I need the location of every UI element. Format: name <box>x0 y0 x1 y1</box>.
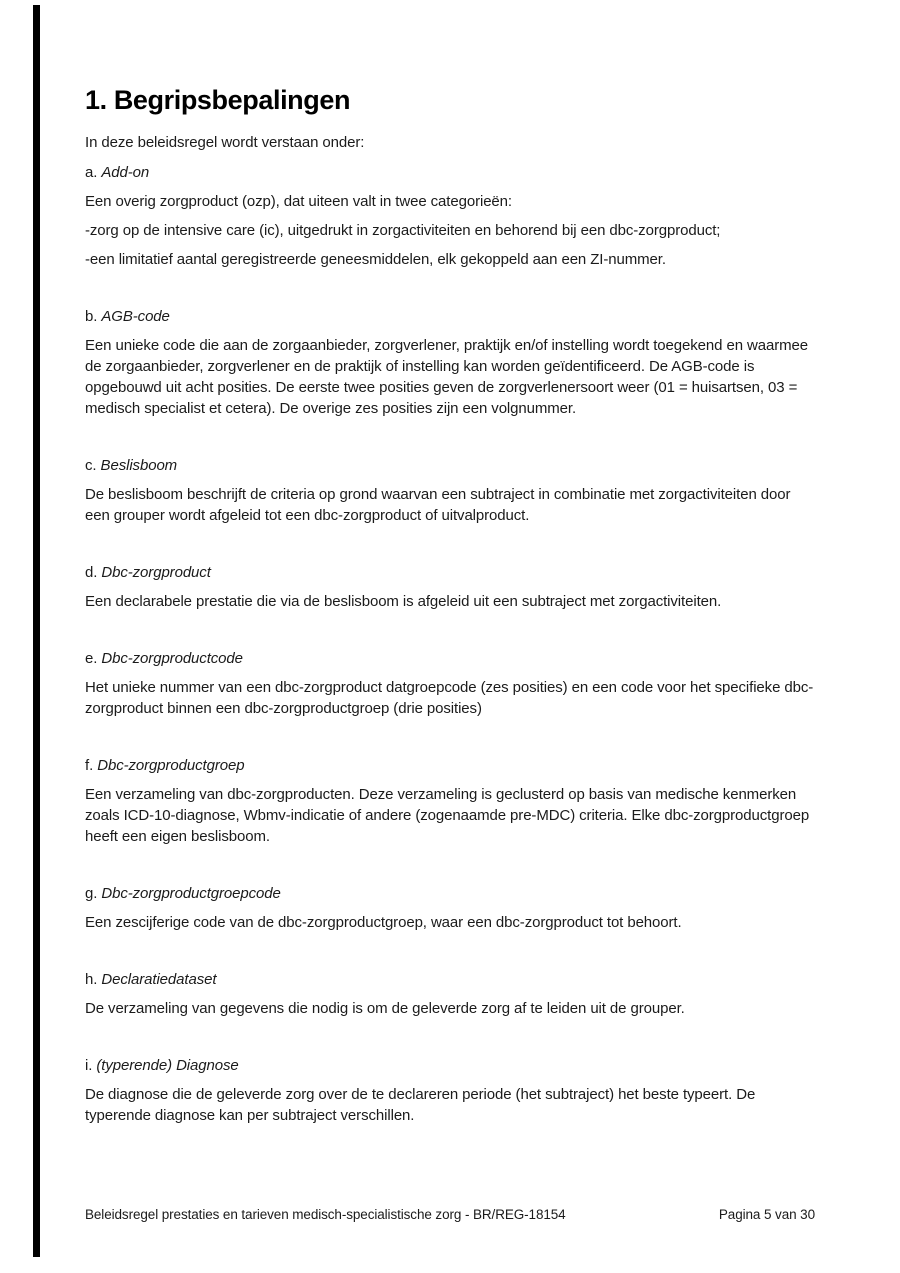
definition-paragraph: Een unieke code die aan de zorgaanbieder, zorgverlener, praktijk en/of instelling wordt toegekend en waarmee de zorgaanbieder, zorgverlener en de praktijk of instelling kan worden geïdentificeerd. De AGB-code is opgebouwd uit acht posities. De eerste twee posities geven de zorgverlenersoort weer (01 = huisartsen, 03 = medisch specialist et cetera). De overige zes posities zijn een volgnummer. <box>85 337 809 417</box>
definition-letter: f. <box>85 757 94 774</box>
definition-paragraph: Een zescijferige code van de dbc-zorgproductgroep, waar een dbc-zorgproduct tot behoort. <box>85 914 682 931</box>
definition-paragraph: De beslisboom beschrijft de criteria op grond waarvan een subtraject in combinatie met zorgactiviteiten door een grouper wordt afgeleid tot een dbc-zorgproduct of uitvalproduct. <box>85 486 791 524</box>
definition-term-text: Dbc-zorgproductcode <box>101 650 243 667</box>
definition-section-c <box>85 455 817 526</box>
definition-letter: h. <box>85 971 98 988</box>
definition-paragraph: -een limitatief aantal geregistreerde geneesmiddelen, elk gekoppeld aan een ZI-nummer. <box>85 251 666 268</box>
definition-term-text: (typerende) Diagnose <box>96 1057 239 1074</box>
scan-edge-artifact <box>33 5 40 1257</box>
definition-letter: d. <box>85 564 98 581</box>
footer-document-title: Beleidsregel prestaties en tarieven medisch-specialistische zorg - BR/REG-18154 <box>85 1207 566 1222</box>
definition-term-text: Dbc-zorgproduct <box>101 564 211 581</box>
definition-paragraph: -zorg op de intensive care (ic), uitgedrukt in zorgactiviteiten en behorend bij een dbc-zorgproduct; <box>85 222 721 239</box>
definition-paragraph: De diagnose die de geleverde zorg over de te declareren periode (het subtraject) het beste typeert. De typerende diagnose kan per subtraject verschillen. <box>85 1086 756 1124</box>
page-footer <box>85 1206 815 1224</box>
definition-term <box>85 162 817 183</box>
definition-term <box>85 883 817 904</box>
definition-term <box>85 755 817 776</box>
definition-term <box>85 648 817 669</box>
definition-term <box>85 455 817 476</box>
definition-paragraph: Een overig zorgproduct (ozp), dat uiteen valt in twee categorieën: <box>85 193 512 210</box>
definition-term-text: AGB-code <box>101 308 170 325</box>
definition-letter: b. <box>85 308 98 325</box>
definition-term-text: Dbc-zorgproductgroepcode <box>101 885 281 902</box>
definition-term <box>85 562 817 583</box>
definition-section-g <box>85 883 817 933</box>
footer-page-number: Pagina 5 van 30 <box>718 1207 815 1222</box>
definition-section-e <box>85 648 817 719</box>
definition-letter: a. <box>85 164 98 181</box>
definition-term-text: Dbc-zorgproductgroep <box>97 757 245 774</box>
definition-letter: g. <box>85 885 98 902</box>
definition-term-text: Add-on <box>101 164 150 181</box>
definition-paragraph: Het unieke nummer van een dbc-zorgproduct datgroepcode (zes posities) en een code voor het specifieke dbc-zorgproduct binnen een dbc-zorgproductgroep (drie posities) <box>85 679 814 717</box>
definition-term <box>85 306 817 327</box>
definition-section-h <box>85 969 817 1019</box>
definition-letter: i. <box>85 1057 93 1074</box>
definition-section-d <box>85 562 817 612</box>
definition-paragraph: De verzameling van gegevens die nodig is om de geleverde zorg af te leiden uit de grouper. <box>85 1000 685 1017</box>
definition-section-f <box>85 755 817 847</box>
page-content <box>85 84 817 1126</box>
definition-section-a <box>85 162 817 270</box>
definition-term-text: Beslisboom <box>100 457 178 474</box>
definition-term-text: Declaratiedataset <box>101 971 217 988</box>
intro-text: In deze beleidsregel wordt verstaan onder: <box>85 134 365 151</box>
definition-letter: e. <box>85 650 98 667</box>
definition-paragraph: Een declarabele prestatie die via de beslisboom is afgeleid uit een subtraject met zorgactiviteiten. <box>85 593 722 610</box>
definition-term <box>85 969 817 990</box>
definition-section-i <box>85 1055 817 1126</box>
definition-term <box>85 1055 817 1076</box>
definition-section-b <box>85 306 817 419</box>
page-title: 1. Begripsbepalingen <box>85 85 351 115</box>
definition-paragraph: Een verzameling van dbc-zorgproducten. Deze verzameling is geclusterd op basis van medische kenmerken zoals ICD-10-diagnose, Wbmv-indicatie of andere (zogenaamde pre-MDC) criteria. Elke dbc-zorgproductgroep heeft een eigen beslisboom. <box>85 786 810 845</box>
definition-letter: c. <box>85 457 97 474</box>
